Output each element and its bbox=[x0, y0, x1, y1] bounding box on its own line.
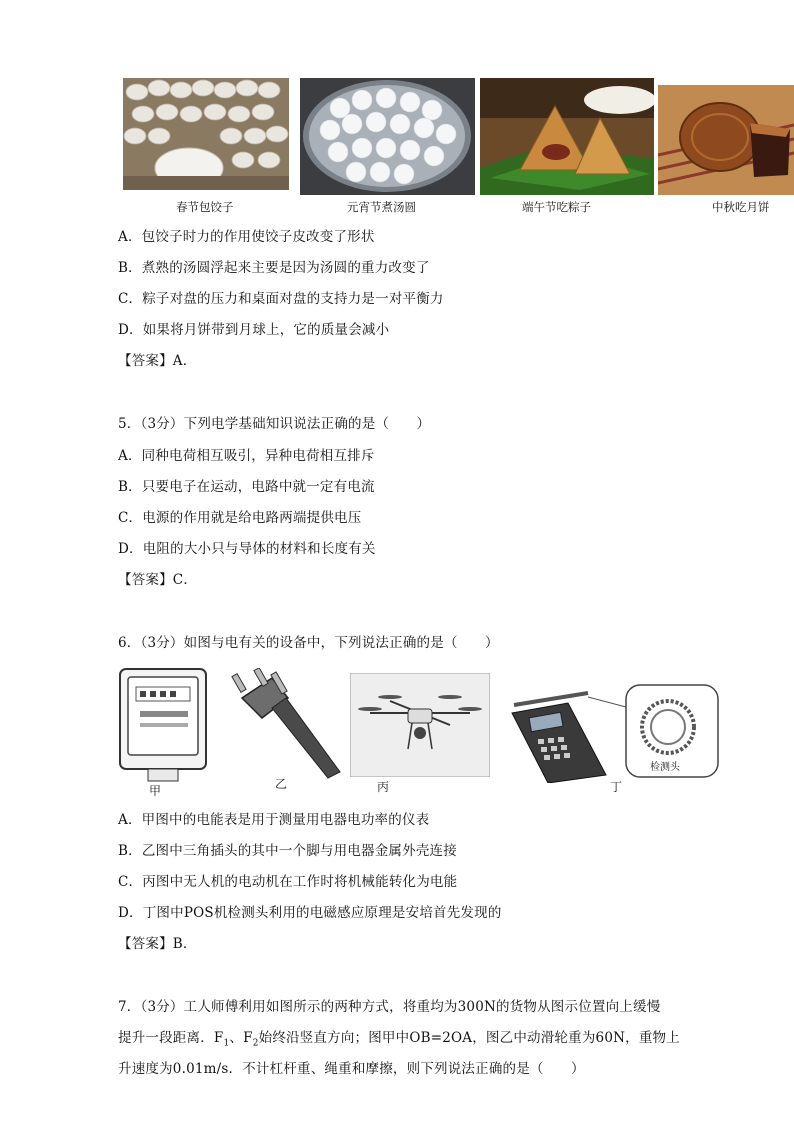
q5-stem: 5．（3分）下列电学基础知识说法正确的是（ ） bbox=[118, 416, 431, 432]
q5-option-c: C．电源的作用就是给电路两端提供电压 bbox=[118, 510, 362, 526]
q6-stem: 6．（3分）如图与电有关的设备中，下列说法正确的是（ ） bbox=[118, 635, 499, 651]
detector-label: 检测头 bbox=[650, 762, 680, 773]
device-label: 丁 bbox=[610, 780, 623, 794]
photo-caption: 端午节吃粽子 bbox=[522, 200, 591, 214]
dumpling-photo bbox=[123, 78, 289, 190]
q7-text: 始终沿竖直方向；图甲中OB=2OA，图乙中动滑轮重为60N，重物上 bbox=[258, 1030, 680, 1046]
q5-answer: 【答案】C． bbox=[118, 572, 198, 588]
photo-caption: 春节包饺子 bbox=[176, 200, 234, 214]
device-label: 丙 bbox=[377, 780, 390, 794]
q5-option-b: B．只要电子在运动，电路中就一定有电流 bbox=[118, 479, 375, 495]
tangyuan-photo bbox=[300, 78, 475, 195]
q4-option-d: D．如果将月饼带到月球上，它的质量会减小 bbox=[118, 322, 390, 338]
pos-machine-icon bbox=[508, 683, 720, 783]
q4-option-a: A．包饺子时力的作用使饺子皮改变了形状 bbox=[118, 229, 375, 245]
q5-option-a: A．同种电荷相互吸引，异种电荷相互排斥 bbox=[118, 448, 375, 464]
q4-option-b: B．煮熟的汤圆浮起来主要是因为汤圆的重力改变了 bbox=[118, 260, 430, 276]
q5-option-d: D．电阻的大小只与导体的材料和长度有关 bbox=[118, 541, 376, 557]
q6-option-c: C．丙图中无人机的电动机在工作时将机械能转化为电能 bbox=[118, 874, 458, 890]
q7-line-1: 7．（3分）工人师傅利用如图所示的两种方式，将重均为300N的货物从图示位置向上缓慢 bbox=[118, 999, 661, 1015]
q7-text: 、F bbox=[229, 1030, 253, 1046]
q7-line-2 bbox=[118, 1026, 680, 1049]
q6-option-a: A．甲图中的电能表是用于测量用电器电功率的仪表 bbox=[118, 812, 430, 828]
subscript: 1 bbox=[223, 1038, 230, 1049]
q6-option-b: B．乙图中三角插头的其中一个脚与用电器金属外壳连接 bbox=[118, 843, 457, 859]
mooncake-photo bbox=[658, 85, 794, 195]
q6-answer: 【答案】B． bbox=[118, 936, 197, 952]
q7-text: 提升一段距离．F bbox=[118, 1030, 224, 1046]
energy-meter-icon bbox=[118, 665, 210, 787]
subscript: 2 bbox=[252, 1038, 259, 1049]
device-label: 乙 bbox=[275, 777, 288, 791]
photo-caption: 元宵节煮汤圆 bbox=[347, 200, 416, 214]
zongzi-photo bbox=[480, 78, 654, 195]
q6-option-d: D．丁图中POS机检测头利用的电磁感应原理是安培首先发现的 bbox=[118, 905, 502, 921]
photo-caption: 中秋吃月饼 bbox=[712, 200, 770, 214]
q4-answer: 【答案】A． bbox=[118, 353, 197, 369]
q7-line-3: 升速度为0.01m/s．不计杠杆重、绳重和摩擦，则下列说法正确的是（ ） bbox=[118, 1061, 585, 1077]
q4-option-c: C．粽子对盘的压力和桌面对盘的支持力是一对平衡力 bbox=[118, 291, 444, 307]
three-pin-plug-icon bbox=[222, 668, 342, 780]
drone-icon bbox=[350, 673, 490, 777]
device-label: 甲 bbox=[149, 784, 162, 798]
